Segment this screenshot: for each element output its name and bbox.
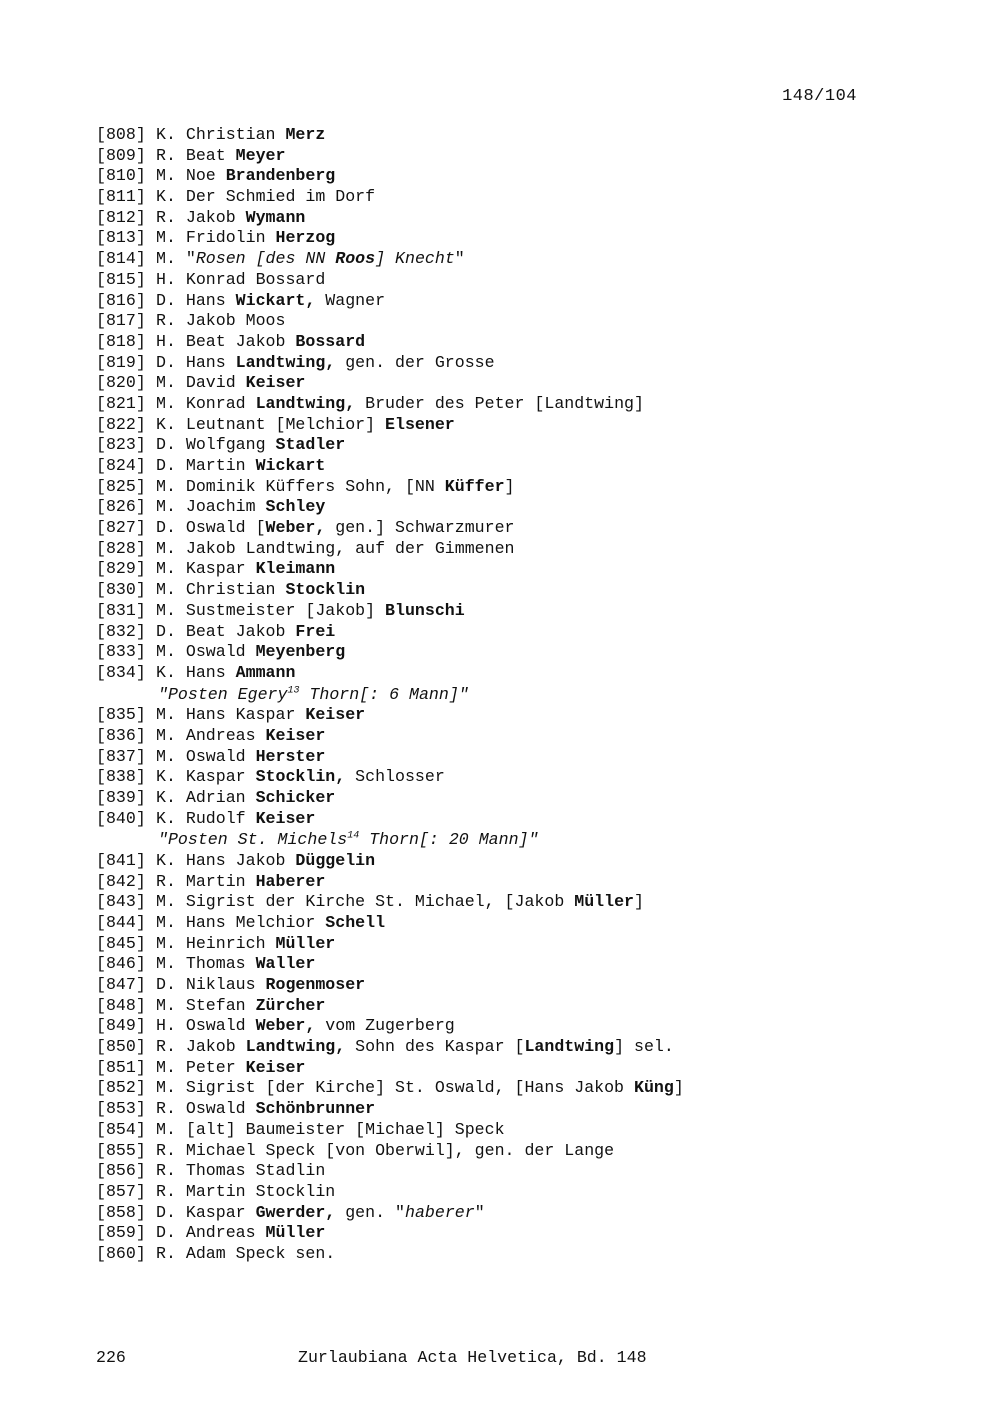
entry-number: [841] <box>96 850 146 870</box>
entry-number: [815] <box>96 269 146 289</box>
entry-text: " <box>454 249 465 269</box>
entry-text: Wickart <box>255 456 326 475</box>
entry-text: K. Rudolf <box>156 808 256 828</box>
entry-text: R. Martin <box>156 871 256 891</box>
list-item <box>96 1182 916 1203</box>
entry-text: Roos <box>335 249 376 269</box>
entry-number: [819] <box>96 352 146 372</box>
entry-text: M. Thomas <box>156 954 256 974</box>
entry-text: gen. der Grosse <box>335 352 495 372</box>
entry-text: M. Oswald <box>156 746 256 766</box>
list-item <box>96 872 916 893</box>
entry-number: [827] <box>96 518 146 538</box>
entry-text: R. Jakob <box>156 207 246 227</box>
entry-number: [843] <box>96 892 146 912</box>
entry-number: [855] <box>96 1140 146 1160</box>
list-item <box>96 1037 916 1058</box>
entry-number: [828] <box>96 538 146 558</box>
entry-text: Stadler <box>275 435 346 455</box>
list-item <box>96 477 916 498</box>
entry-number: [842] <box>96 871 146 891</box>
entry-text: M. Andreas <box>156 725 266 745</box>
entry-number: [812] <box>96 207 146 227</box>
list-item <box>96 353 916 374</box>
entry-text: M. Sigrist [der Kirche] St. Oswald, [Hans Jakob <box>156 1078 634 1098</box>
entry-text: R. Michael Speck [von Oberwil], gen. der Lange <box>156 1140 615 1160</box>
list-item <box>96 767 916 788</box>
entry-text: D. Beat Jakob <box>156 621 296 641</box>
entry-text: Gwerder, <box>255 1202 336 1222</box>
entry-number: [830] <box>96 580 146 600</box>
entry-text: K. Hans <box>156 662 236 682</box>
entry-number: [844] <box>96 912 146 932</box>
list-item <box>96 187 916 208</box>
entry-text: D. Oswald [ <box>156 518 266 538</box>
list-item <box>96 249 916 270</box>
entry-number: [846] <box>96 954 146 974</box>
entry-number: [809] <box>96 145 146 165</box>
entry-text: M. Stefan <box>156 995 256 1015</box>
list-item <box>96 1203 916 1224</box>
entry-text: M. Jakob Landtwing, auf der Gimmenen <box>156 538 515 558</box>
entry-number: [817] <box>96 311 146 331</box>
list-item <box>96 146 916 167</box>
entry-text: K. Kaspar <box>156 767 256 787</box>
entry-text: M. Noe <box>156 166 226 186</box>
list-item <box>96 580 916 601</box>
entry-number: [832] <box>96 621 146 641</box>
list-item <box>96 809 916 830</box>
list-item <box>96 497 916 518</box>
entry-text: M. Sustmeister [Jakob] <box>156 600 386 620</box>
entry-text: ] sel. <box>614 1037 674 1057</box>
entry-text: Meyenberg <box>255 642 346 662</box>
footnote-marker: 14 <box>347 830 360 842</box>
entry-text: R. Adam Speck sen. <box>156 1243 336 1263</box>
list-item <box>96 934 916 955</box>
list-item <box>96 1099 916 1120</box>
entry-number: [849] <box>96 1016 146 1036</box>
entry-text: K. Hans Jakob <box>156 850 296 870</box>
entry-text: H. Konrad Bossard <box>156 269 326 289</box>
entry-number: [811] <box>96 187 146 207</box>
entry-text: M. Dominik Küffers Sohn, [NN <box>156 476 445 496</box>
entry-text: gen. " <box>335 1202 405 1222</box>
entry-number: [837] <box>96 746 146 766</box>
entry-text: haberer <box>404 1202 475 1222</box>
list-item <box>96 228 916 249</box>
entry-text: Kleimann <box>255 559 336 579</box>
entry-text: Rogenmoser <box>265 975 366 994</box>
entry-number: [850] <box>96 1037 146 1057</box>
list-item <box>96 622 916 643</box>
entry-number: [825] <box>96 476 146 496</box>
entry-text: R. Jakob Moos <box>156 311 286 331</box>
entry-number: [829] <box>96 559 146 579</box>
entry-text: Sohn des Kaspar [ <box>345 1037 525 1057</box>
entry-number: [852] <box>96 1078 146 1098</box>
entry-text: Landtwing, <box>255 393 356 413</box>
list-item <box>96 166 916 187</box>
entry-number: [854] <box>96 1119 146 1139</box>
list-item <box>96 394 916 415</box>
entry-text: K. Christian <box>156 125 286 144</box>
entry-number: [834] <box>96 662 146 682</box>
entry-text: R. Beat <box>156 145 236 165</box>
list-item <box>96 601 916 622</box>
entry-text: Müller <box>574 892 634 912</box>
entry-text: Keiser <box>305 705 366 725</box>
entry-text: M. " <box>156 249 196 269</box>
list-item <box>96 435 916 456</box>
entry-text: Küffer <box>444 476 505 496</box>
list-item <box>96 975 916 996</box>
entry-text: Müller <box>275 933 336 953</box>
entry-number: [835] <box>96 705 146 725</box>
entry-text: Müller <box>265 1223 326 1243</box>
entry-text: ] <box>504 476 515 496</box>
entry-number: [816] <box>96 290 146 310</box>
entry-text: Rosen [des NN <box>195 249 336 269</box>
entry-text: "Posten St. Michels <box>158 830 348 850</box>
entry-text: Wickart, <box>235 290 316 310</box>
entry-text: Wagner <box>315 290 386 310</box>
entry-text: Schönbrunner <box>255 1099 376 1119</box>
entry-text: R. Thomas Stadlin <box>156 1161 326 1181</box>
entry-text: vom Zugerberg <box>315 1016 455 1036</box>
list-item <box>96 125 916 146</box>
entry-number: [856] <box>96 1161 146 1181</box>
list-item <box>96 1058 916 1079</box>
entry-text: Landtwing, <box>235 352 336 372</box>
entry-number: [814] <box>96 249 146 269</box>
list-item <box>96 559 916 580</box>
entry-text: Wymann <box>245 207 306 227</box>
list-item <box>96 208 916 229</box>
entry-number: [857] <box>96 1181 146 1201</box>
entry-text: Keiser <box>265 725 326 745</box>
list-item <box>96 456 916 477</box>
entry-text: Weber, <box>265 518 326 538</box>
list-item <box>96 851 916 872</box>
entry-number: [824] <box>96 456 146 475</box>
list-item <box>96 1078 916 1099</box>
entry-text: K. Adrian <box>156 787 256 807</box>
entry-text: M. Sigrist der Kirche St. Michael, [Jakob <box>156 892 575 912</box>
entry-text: Landtwing <box>524 1037 615 1057</box>
entry-text: gen.] Schwarzmurer <box>325 518 515 538</box>
entry-text: M. Kaspar <box>156 559 256 579</box>
list-item <box>96 291 916 312</box>
entry-text: H. Oswald <box>156 1016 256 1036</box>
entry-text: M. Hans Kaspar <box>156 705 306 725</box>
entry-text: Meyer <box>235 145 286 165</box>
entry-number: [858] <box>96 1202 146 1222</box>
entry-text: Bruder des Peter [Landtwing] <box>355 393 644 413</box>
entry-text: Zürcher <box>255 995 326 1015</box>
entry-text: ] <box>673 1078 684 1098</box>
entry-text: M. Konrad <box>156 393 256 413</box>
entry-text: R. Jakob <box>156 1037 246 1057</box>
list-item <box>96 1161 916 1182</box>
list-item <box>96 311 916 332</box>
entry-text: Bossard <box>295 331 366 351</box>
entry-text: D. Kaspar <box>156 1202 256 1222</box>
entry-text: M. Fridolin <box>156 228 276 248</box>
entry-text: Keiser <box>245 1057 306 1077</box>
list-item <box>96 1223 916 1244</box>
footer-journal-title: Zurlaubiana Acta Helvetica, Bd. 148 <box>298 1348 647 1367</box>
entry-text: K. Der Schmied im Dorf <box>156 187 376 207</box>
entry-text: R. Martin Stocklin <box>156 1181 336 1201</box>
entry-text: "Posten Egery <box>158 684 288 704</box>
list-item <box>96 415 916 436</box>
entry-text: D. Wolfgang <box>156 435 276 455</box>
entry-text: M. Oswald <box>156 642 256 662</box>
section-heading <box>96 829 916 851</box>
entry-text: Keiser <box>245 373 306 393</box>
entry-number: [820] <box>96 373 146 393</box>
list-item <box>96 1141 916 1162</box>
entry-number: [831] <box>96 600 146 620</box>
entry-text: M. [alt] Baumeister [Michael] Speck <box>156 1119 505 1139</box>
entry-number: [848] <box>96 995 146 1015</box>
entry-text: Thorn[: 6 Mann]" <box>299 684 469 704</box>
entry-number: [839] <box>96 787 146 807</box>
entry-text: M. Heinrich <box>156 933 276 953</box>
list-item <box>96 539 916 560</box>
entry-text: D. Hans <box>156 290 236 310</box>
entry-number: [840] <box>96 808 146 828</box>
entry-number: [822] <box>96 414 146 434</box>
entry-text: M. Hans Melchior <box>156 912 326 932</box>
entry-text: Ammann <box>235 662 296 682</box>
list-item <box>96 1244 916 1265</box>
entry-text: Schlosser <box>345 767 445 787</box>
entry-text: D. Andreas <box>156 1223 266 1243</box>
entry-number: [836] <box>96 725 146 745</box>
entry-text: " <box>474 1202 485 1222</box>
entry-text: Haberer <box>255 871 326 891</box>
entry-text: Schicker <box>255 787 336 807</box>
entry-text: D. Niklaus <box>156 975 266 994</box>
entry-text: Weber, <box>255 1016 316 1036</box>
list-item <box>96 747 916 768</box>
entry-number: [847] <box>96 975 146 994</box>
entry-text: ] <box>633 892 644 912</box>
entry-text: K. Leutnant [Melchior] <box>156 414 386 434</box>
entry-text: M. David <box>156 373 246 393</box>
list-item <box>96 726 916 747</box>
entry-number: [853] <box>96 1099 146 1119</box>
list-item <box>96 642 916 663</box>
entry-number: [851] <box>96 1057 146 1077</box>
entry-text: ] Knecht <box>375 249 455 269</box>
list-item <box>96 373 916 394</box>
entry-text: H. Beat Jakob <box>156 331 296 351</box>
list-item <box>96 892 916 913</box>
entry-text: Waller <box>255 954 316 974</box>
entry-text: D. Martin <box>156 456 256 475</box>
list-item <box>96 663 916 684</box>
entry-text: Merz <box>285 125 326 144</box>
entry-number: [813] <box>96 228 146 248</box>
entry-text: Küng <box>633 1078 674 1098</box>
entry-text: Stocklin, <box>255 767 346 787</box>
entry-text: Blunschi <box>385 600 465 620</box>
list-item <box>96 996 916 1017</box>
footnote-marker: 13 <box>287 685 300 697</box>
entry-text: M. Christian <box>156 580 286 600</box>
entry-number: [810] <box>96 166 146 186</box>
entry-number: [818] <box>96 331 146 351</box>
entry-text: R. Oswald <box>156 1099 256 1119</box>
list-item <box>96 518 916 539</box>
entry-text: Düggelin <box>295 850 376 870</box>
entry-number: [823] <box>96 435 146 455</box>
list-item <box>96 1120 916 1141</box>
list-item <box>96 1016 916 1037</box>
entry-text: Schell <box>325 912 386 932</box>
entry-text: Frei <box>295 621 336 641</box>
entry-number: [838] <box>96 767 146 787</box>
list-item <box>96 705 916 726</box>
entry-text: D. Hans <box>156 352 236 372</box>
entry-list <box>96 125 916 1265</box>
list-item <box>96 954 916 975</box>
entry-text: Stocklin <box>285 580 366 600</box>
entry-text: Thorn[: 20 Mann]" <box>359 830 539 850</box>
list-item <box>96 332 916 353</box>
entry-text: Landtwing, <box>245 1037 346 1057</box>
list-item <box>96 788 916 809</box>
page-reference: 148/104 <box>782 87 857 106</box>
entry-text: M. Peter <box>156 1057 246 1077</box>
entry-number: [821] <box>96 393 146 413</box>
entry-number: [808] <box>96 125 146 144</box>
entry-text: Elsener <box>385 414 455 434</box>
entry-text: Schley <box>265 497 326 517</box>
entry-number: [845] <box>96 933 146 953</box>
entry-number: [833] <box>96 642 146 662</box>
footer-page-number: 226 <box>96 1348 126 1367</box>
entry-number: [860] <box>96 1243 146 1263</box>
entry-text: Keiser <box>255 808 316 828</box>
entry-number: [826] <box>96 497 146 517</box>
entry-number: [859] <box>96 1223 146 1243</box>
entry-text: Brandenberg <box>225 166 336 186</box>
entry-text: Herzog <box>275 228 336 248</box>
list-item <box>96 270 916 291</box>
list-item <box>96 913 916 934</box>
entry-text: M. Joachim <box>156 497 266 517</box>
entry-text: Herster <box>255 746 326 766</box>
section-heading <box>96 684 916 706</box>
